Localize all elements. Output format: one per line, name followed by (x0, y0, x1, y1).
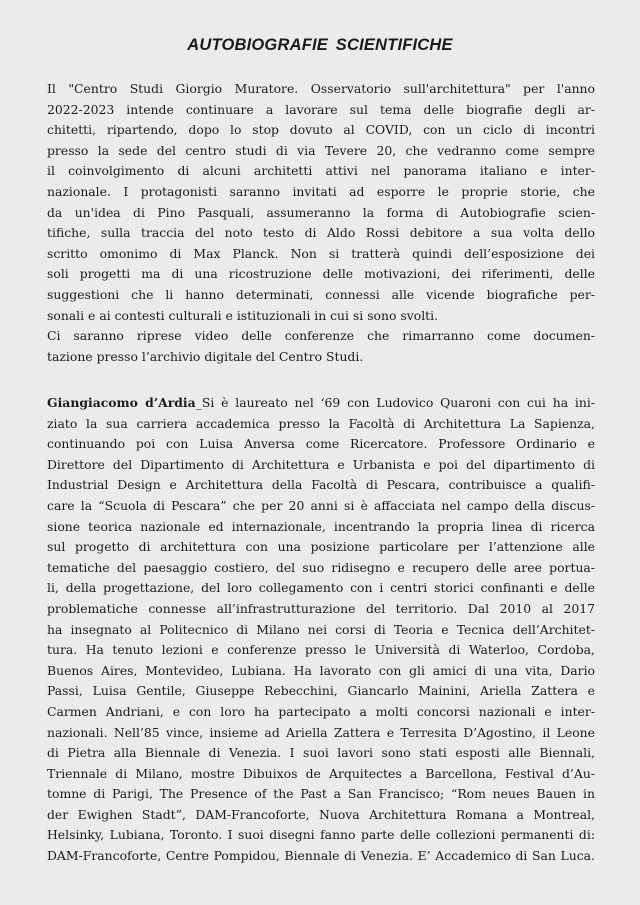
bio-line: continuando poi con Luisa Anversa come Ricercatore. Professore Ordinario e (47, 436, 595, 452)
bio-paragraph (47, 393, 595, 867)
bio-line: li, della progettazione, del loro collegamento con i centri storici confinanti e delle (47, 580, 595, 596)
intro-line: il coinvolgimento di alcuni architetti attivi nel panorama italiano e inter- (47, 163, 595, 179)
intro-line: scritto omonimo di Max Planck. Non si tratterà quindi dell’esposizione dei (47, 245, 595, 261)
intro-line: Ci saranno riprese video delle conferenze che rimarranno come documen- (47, 328, 595, 344)
bio-line: sione teorica nazionale ed internazionale, incentrando la propria linea di ricerca (47, 518, 595, 534)
bio-line: Passi, Luisa Gentile, Giuseppe Rebecchini, Giancarlo Mainini, Ariella Zattera e (47, 683, 595, 699)
bio-line: tomne di Parigi, The Presence of the Past a San Francisco; “Rom neues Bauen in (47, 786, 595, 802)
bio-line: Carmen Andriani, e con loro ha partecipato a molti concorsi nazionali e inter- (47, 703, 595, 719)
bio-line: Industrial Design e Architettura della Facoltà di Pescara, contribuisce a qualifi- (47, 477, 595, 493)
intro-line: Il "Centro Studi Giorgio Muratore. Osservatorio sull'architettura" per l'anno (47, 81, 595, 96)
bio-first-line (47, 393, 595, 414)
bio-name: Giangiacomo d’Ardia (47, 395, 196, 410)
bio-line: der Ewighen Stadt”, DAM-Francoforte, Nuova Architettura Romana a Montreal, (47, 806, 595, 822)
bio-line: problematiche connesse all’infrastrutturazione del territorio. Dal 2010 al 2017 (47, 600, 595, 616)
intro-line: tifiche, sulla traccia del noto testo di Aldo Rossi debitore a sua volta dello (47, 225, 595, 241)
intro-line: chitetti, ripartendo, dopo lo stop dovuto al COVID, con un ciclo di incontri (47, 122, 595, 138)
bio-line: ha insegnato al Politecnico di Milano nei corsi di Teoria e Tecnica dell’Architet- (47, 621, 595, 637)
intro-line: sonali e ai contesti culturali e istituzionali in cui si sono svolti. (47, 307, 439, 323)
bio-line: Triennale di Milano, mostre Dibuixos de Arquitectes a Barcellona, Festival d’Au- (47, 765, 595, 781)
bio-line: Helsinky, Lubiana, Toronto. I suoi disegni fanno parte delle collezioni permanenti di: (47, 827, 595, 843)
bio-line: di Pietra alla Biennale di Venezia. I suoi lavori sono stati esposti alle Biennali, (47, 745, 595, 761)
bio-first-line-text: _Si è laureato nel ‘69 con Ludovico Quaroni con cui ha ini- (195, 395, 595, 410)
bio-line: sul progetto di architettura con una posizione particolare per l’attenzione alle (47, 539, 595, 555)
bio-line: DAM-Francoforte, Centre Pompidou, Biennale di Venezia. E’ Accademico di San Luca. (47, 848, 595, 864)
intro-line: soli progetti ma di una ricostruzione delle motivazioni, dei riferimenti, delle (47, 266, 595, 282)
bio-line: ziato la sua carriera accademica presso la Facoltà di Architettura La Sapienza, (47, 415, 595, 431)
intro-paragraph (47, 79, 595, 367)
intro-line: nazionale. I protagonisti saranno invitati ad esporre le proprie storie, che (47, 183, 595, 199)
intro-line: tazione presso l’archivio digitale del Centro Studi. (47, 348, 364, 364)
intro-line: suggestioni che li hanno determinati, connessi alle vicende biografiche per- (47, 286, 595, 302)
intro-line: 2022-2023 intende continuare a lavorare sul tema delle biografie degli ar- (47, 101, 595, 117)
bio-line: tematiche del paesaggio costiero, del suo ridisegno e recupero delle aree portua- (47, 559, 595, 575)
bio-line: care la “Scuola di Pescara” che per 20 anni si è affacciata nel campo della discus- (47, 497, 595, 513)
bio-line: tura. Ha tenuto lezioni e conferenze presso le Università di Waterloo, Cordoba, (47, 642, 595, 658)
page-title: AUTOBIOGRAFIE SCIENTIFICHE (187, 36, 453, 54)
intro-line: presso la sede del centro studi di via Tevere 20, che vedranno come sempre (47, 142, 595, 158)
bio-line: Direttore del Dipartimento di Architettura e Urbanista e poi del dipartimento di (47, 456, 595, 472)
intro-line: da un'idea di Pino Pasquali, assumeranno la forma di Autobiografie scien- (47, 204, 595, 220)
bio-line: Buenos Aires, Montevideo, Lubiana. Ha lavorato con gli amici di una vita, Dario (47, 662, 595, 678)
bio-line: nazionali. Nell’85 vince, insieme ad Ariella Zattera e Terresita D’Agostino, il Leone (47, 724, 595, 740)
